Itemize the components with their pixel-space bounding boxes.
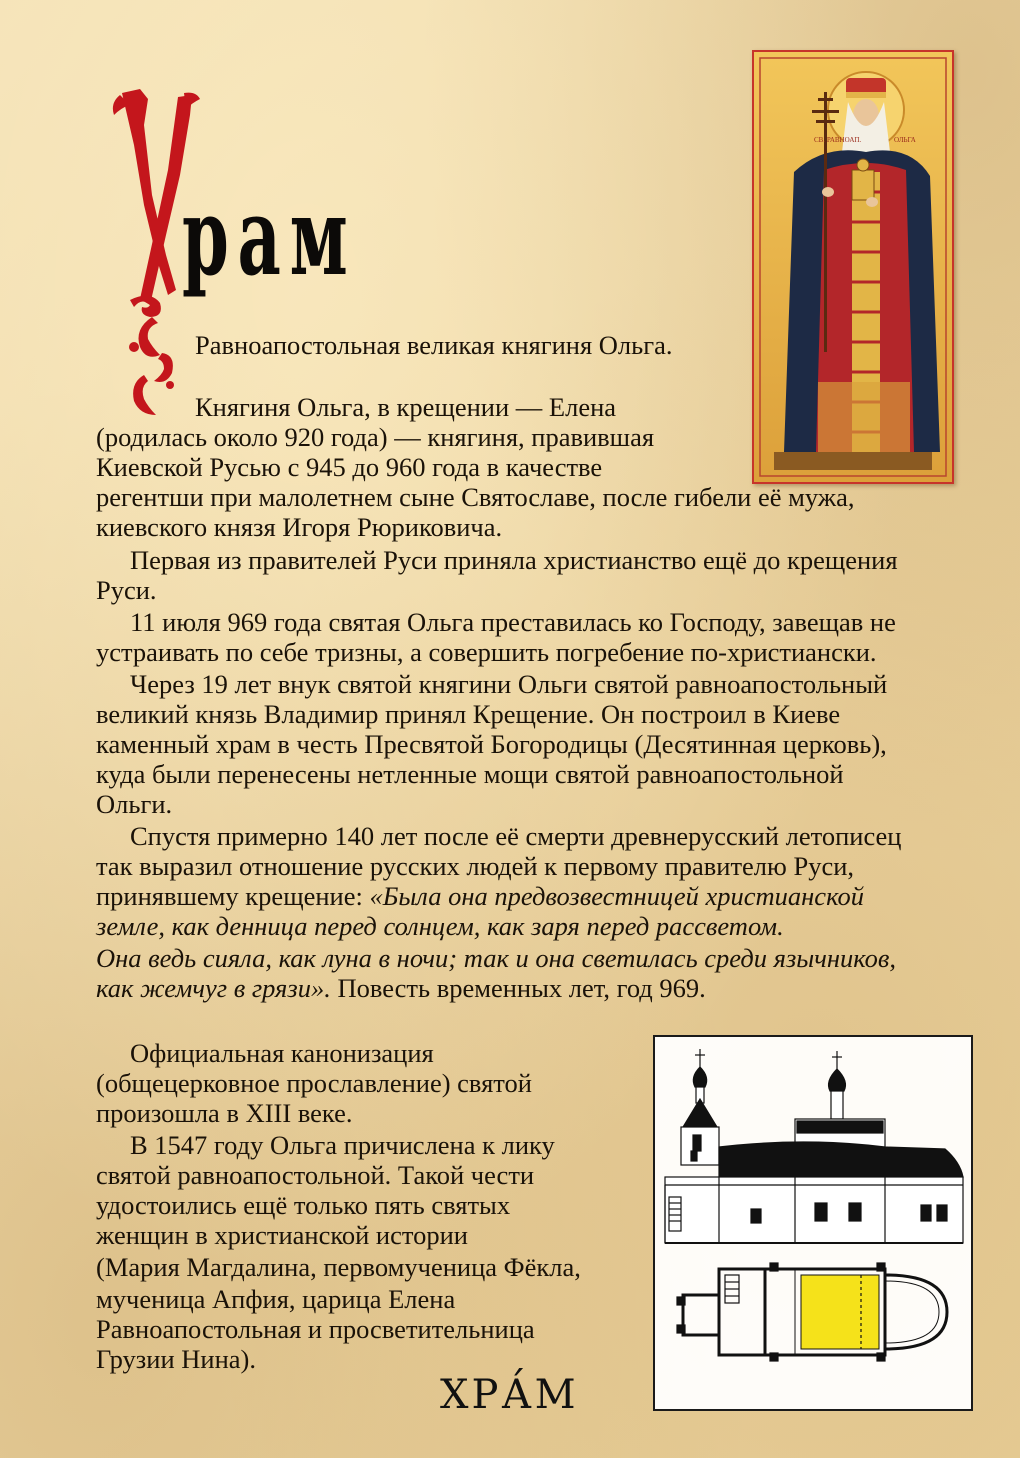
p4-line: каменный храм в честь Пресвятой Богородицы (Десятинная церковь), xyxy=(96,729,887,759)
p6-line: произошла в XIII веке. xyxy=(96,1098,353,1128)
heading: Равноапостольная великая княгиня Ольга. xyxy=(195,330,673,360)
p7-line: святой равноапостольной. Такой чести xyxy=(96,1160,535,1190)
p2-line: Первая из правителей Руси приняла христианство ещё до крещения xyxy=(130,545,898,575)
footer-word: ХРА́М xyxy=(440,1372,579,1418)
p5-line xyxy=(96,943,896,974)
p4-line: Ольги. xyxy=(96,789,173,819)
p7-line: удостоились ещё только пять святых xyxy=(96,1190,511,1220)
p5-line xyxy=(96,911,784,942)
p1-line: (родилась около 920 года) — княгиня, правившая xyxy=(96,422,655,452)
chronicle-quote: «Была она предвозвестницей христианской xyxy=(369,881,864,911)
chronicle-quote: земле, как денница перед солнцем, как заря перед рассветом. xyxy=(96,911,784,941)
title xyxy=(100,85,390,425)
p4-line: великий князь Владимир принял Крещение. Он построил в Киеве xyxy=(96,699,841,729)
title-rest: рам xyxy=(182,174,357,300)
p3-line: 11 июля 969 года святая Ольга преставилась ко Господу, завещав не xyxy=(130,607,896,637)
p5-line: так выразил отношение русских людей к первому правителю Руси, xyxy=(96,851,855,881)
p7-line: В 1547 году Ольга причислена к лику xyxy=(130,1130,555,1160)
p4-line: Через 19 лет внук святой княгини Ольги святой равноапостольный xyxy=(130,669,888,699)
p6-line: Официальная канонизация xyxy=(130,1038,434,1068)
p5-line xyxy=(96,973,706,1004)
p7-line: Равноапостольная и просветительница xyxy=(96,1314,535,1344)
p5-plain: принявшему крещение: xyxy=(96,881,370,911)
p7-line: мученица Апфия, царица Елена xyxy=(96,1284,456,1314)
p6-line: (общецерковное прославление) святой xyxy=(96,1068,532,1098)
church-elevation-and-plan xyxy=(655,1037,971,1409)
p1-line: Княгиня Ольга, в крещении — Елена xyxy=(195,392,617,422)
church-drawing xyxy=(653,1035,973,1411)
p5-line xyxy=(96,881,864,912)
p7-line: (Мария Магдалина, первомученица Фёкла, xyxy=(96,1252,581,1282)
chronicle-quote: Она ведь сияла, как луна в ночи; так и она светилась среди язычников, xyxy=(96,943,897,973)
p1-line: киевского князя Игоря Рюриковича. xyxy=(96,512,503,542)
p2-line: Руси. xyxy=(96,575,157,605)
p4-line: куда были перенесены нетленные мощи святой равноапостольной xyxy=(96,759,844,789)
icon-saint-olga xyxy=(752,50,954,484)
p7-line: Грузии Нина). xyxy=(96,1344,256,1374)
icon-painting xyxy=(754,52,952,482)
p7-line: женщин в христианской истории xyxy=(96,1220,468,1250)
chronicle-source: Повесть временных лет, год 969. xyxy=(330,973,706,1003)
p5-line: Спустя примерно 140 лет после её смерти древнерусский летописец xyxy=(130,821,902,851)
icon-inscription-left: СВ. РАВНОАП. xyxy=(814,136,862,144)
p1-line: регентши при малолетнем сыне Святославе, после гибели её мужа, xyxy=(96,482,855,512)
icon-inscription-right: ОЛЬГА xyxy=(894,136,916,144)
p3-line: устраивать по себе тризны, а совершить погребение по-христиански. xyxy=(96,637,877,667)
p1-line: Киевской Русью с 945 до 960 года в качестве xyxy=(96,452,603,482)
chronicle-quote: как жемчуг в грязи». xyxy=(96,973,331,1003)
